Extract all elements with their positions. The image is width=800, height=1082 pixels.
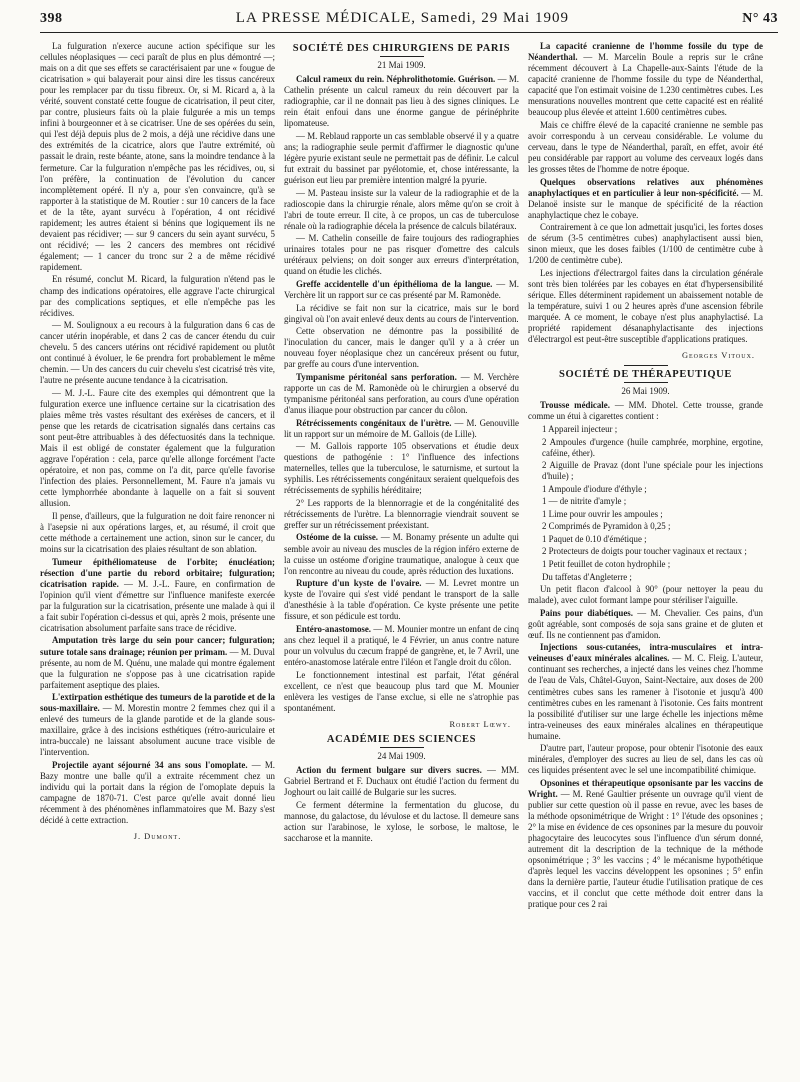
columns	[40, 41, 778, 1081]
section-rule	[380, 747, 424, 748]
article-paragraph	[528, 222, 763, 266]
article-text: — M. Duval présente, au nom de M. Quénu, une malade qui montre également que la fulguration ne s'oppose pas à une cicatrisation rapide parfaitement aseptique des plaies.	[40, 646, 275, 690]
article-text: Cette observation ne démontre pas la possibilité de l'inoculation du cancer, mais le danger qu'il y a à créer un nouveau foyer néoplasique chez un cancéreux présent ou futur, par greffe au cours d'une intervention.	[284, 326, 519, 370]
article-text: Contrairement à ce que lon admettait jusqu'ici, les fortes doses de sérum (3-5 centimètres cubes) anaphylactisent aussi bien, sinon mieux, que les doses faibles (1/100 de centimètre cube à 1/200 de centimètre cube).	[528, 222, 763, 266]
article-paragraph	[528, 743, 763, 776]
article-text: — M. Pasteau insiste sur la valeur de la radiographie et de la radioscopie dans la chirurgie rénale, alors même qu'on se croit à l'abri de toute erreur. Il cite, à ce propos, un cas de tuberculose rénale où la radiographie décela la présence de calculs bilatéraux.	[284, 187, 519, 231]
section-title-therapeutique: SOCIÉTÉ DE THÉRAPEUTIQUE	[559, 369, 732, 381]
article-paragraph: La fulguration n'exerce aucune action spécifique sur les cellules néoplasiques — ceci paraît de plus en plus démontré —; mais on a dit que ses effets se caractérisaient par une « fougue de cicatrisation » qui balayerait pour ainsi dire les tissus cancéreux pour les remplacer par du tissu fibreux. Or, si M. Ricard a, à la vérité, souvent constaté cette fougue de cicatrisation, il peut citer, par contre, plusieurs faits où la plaie fulgurée a mis un temps infini à bourgeonner et à se cicatriser. Une de ses opérées du sein, qui l'est déjà depuis plus de 2 mois, a déjà une récidive dans une des extrémités de la cicatrice, alors que l'autre extrémité, où passait le drain, reste béante, atone, sans la moindre tendance à la fermeture. Car la fulguration n'empêche pas les récidives, ou, si l'on préfère, la continuation de l'évolution du cancer incomplètement opéré. Il n'y a, pour s'en convaincre, qu'à se rapporter à la statistique de M. Routier : sur 10 cancers de la face et de la tête, ayant survécu à l'opération, 4 ont récidivé rapidement; les autres étaient si bénins que logiquement ils ne devaient pas récidiver; — sur 9 cancers du sein ayant survécu, 5 ont récidivé; — les 2 cancers des membres ont récidivé également; — 1 cancer du tronc sur 2 a de même récidivé rapidement.	[40, 41, 275, 272]
article-paragraph	[284, 532, 519, 576]
article-paragraph	[528, 608, 763, 641]
article-text: — M. Verchère rapporte un cas de M. Ramonède où le chirurgien a observé du tympanisme péritonéal sans perforation, au cours d'une opération d'anus iliaque pour obstruction par cancer du côlon.	[284, 371, 519, 415]
article-heading: Rupture d'un kyste de l'ovaire.	[296, 578, 422, 589]
article-paragraph	[40, 692, 275, 758]
article-text: — M. J.-L. Faure, en confirmation de l'opinion qu'il vient d'émettre sur l'influence manifeste exercée par la fulguration sur la cicatrisation, présente une malade à qui il a fait subir l'opération ci-dessus et qui, après 2 mois, présente une cicatrisation absolument parfaite sans trace de récidive.	[40, 578, 275, 633]
article-text: — M. C. Fleig. L'auteur, continuant ses recherches, a injecté dans les veines chez l'homme de l'eau de Vals, Châtel-Guyon, Saint-Nectaire, aux doses de 200 centimètres cubes sans les ramener à l'isotonie et jusqu'à 400 centimètres cubes en les ramenant à l'isotonie. Ces faits montrent la possibilité d'utiliser sur une large échelle les injections même intra-veineuses des eaux minérales alcalines en thérapeutique humaine.	[528, 653, 763, 741]
list-item: 2 Protecteurs de doigts pour toucher vaginaux et rectaux ;	[542, 546, 747, 557]
article-text: — M. Reblaud rapporte un cas semblable observé il y a quatre ans; la radiographie seule permit d'affirmer le diagnostic qu'une légère pyurie existant seule ne permettait pas de définir. Le calcul fut extrait du bassinet par pyélotomie, et, chose intéressante, la guérison eut lieu par première intention malgré la pyurie.	[284, 130, 519, 186]
article-paragraph	[528, 400, 763, 422]
list-item: 2 Ampoules d'urgence (huile camphrée, morphine, ergotine, caféine, éther).	[542, 436, 763, 458]
article-text: — M. Levret montre un kyste de l'ovaire qui s'est vidé pendant le transport de la salle d'anesthésie à la table d'opération. Ce kyste présente une petite fissure, et son pédicule est tordu.	[284, 578, 519, 622]
article-text: — M. Cathelin conseille de faire toujours des radiographies urinaires totales pour ne pas risquer d'omettre des calculs urétéraux pelviens; on doit songer aux erreurs d'interprétation, quand on étudie les clichés.	[284, 233, 519, 277]
article-text: — MM. Gabriel Bertrand et F. Duchaux ont étudié l'action du ferment du Joghourt ou lait caillé de Bulgarie sur les sucres.	[284, 764, 519, 797]
column-1	[40, 41, 275, 1081]
section-title-academie: ACADÉMIE DES SCIENCES	[326, 733, 477, 745]
article-text: Les injections d'électrargol faites dans la circulation générale sont très bien tolérées par les cobayes en état d'hypersensibilité sérique. Elles déterminent rapidement un abaissement notable de la température, suivi 1 ou 2 heures après d'une ascension fébrile marquée. A ce moment, le cobaye n'est plus anaphylactisé. La propriété rapidement désanaphylactisante des injections d'électrargol est peut-être susceptible d'applications pratiques.	[528, 267, 763, 345]
article-paragraph	[284, 418, 519, 440]
article-paragraph	[284, 578, 519, 622]
article-paragraph	[284, 800, 519, 844]
list-item: 1 Ampoule d'iodure d'éthyle ;	[542, 483, 647, 494]
list-item: 2 Aiguille de Pravaz (dont l'une spéciale pour les injections d'huile) ;	[542, 460, 763, 482]
article-text: La récidive se fait non sur la cicatrice, mais sur le bord gingival où l'on avait enlevé deux dents au cours de l'intervention.	[284, 302, 519, 324]
article-paragraph	[284, 74, 519, 129]
section-title-chirurgiens: SOCIÉTÉ DES CHIRURGIENS DE PARIS	[292, 43, 511, 54]
article-heading: Opsonines et thérapeutique opsonisante par les vaccins de Wright.	[528, 777, 763, 799]
article-paragraph: Un petit flacon d'alcool à 90° (pour nettoyer la peau du malade), avec culot formant lampe pour stériliser l'aiguille.	[528, 584, 763, 606]
article-heading: Tumeur épithéliomateuse de l'orbite; énucléation; résection d'une partie du rebord orbitaire; fulguration; cicatrisation rapide.	[40, 556, 275, 589]
article-heading: Action du ferment bulgare sur divers sucres.	[296, 764, 482, 775]
article-paragraph: En résumé, conclut M. Ricard, la fulguration n'étend pas le champ des indications opératoires, elle aggrave l'acte chirurgical par des complications septiques, et elle n'empêche pas les récidives.	[40, 274, 275, 318]
article-heading: Rétrécissements congénitaux de l'urètre.	[296, 417, 452, 428]
journal-title: LA PRESSE MÉDICALE, Samedi, 29 Mai 1909	[235, 10, 569, 26]
article-heading: Calcul rameux du rein. Néphrolithotomie. Guérison.	[296, 74, 496, 85]
article-paragraph	[528, 41, 763, 118]
article-paragraph	[284, 279, 519, 301]
article-heading: Injections sous-cutanées, intra-musculaires et intra-veineuses d'eaux minérales alcalines.	[528, 642, 763, 664]
article-paragraph	[284, 765, 519, 798]
article-paragraph	[40, 760, 275, 826]
column-2	[284, 41, 519, 1081]
article-paragraph	[284, 131, 519, 186]
article-paragraph	[284, 498, 519, 531]
article-text: — M. Mounier montre un enfant de cinq ans chez lequel il a pratiqué, le 4 Février, un anus contre nature pour un volvulus du cæcum frappé de gangrène, et, le 7 Avril, une entéro-anastomose latérale entre l'iléon et l'angle droit du côlon.	[284, 623, 519, 667]
article-paragraph	[528, 268, 763, 345]
list-item: 2 Comprimés de Pyramidon à 0,25 ;	[542, 521, 671, 532]
article-paragraph	[284, 326, 519, 370]
list-item: 1 Appareil injecteur ;	[542, 424, 618, 434]
article-paragraph	[284, 233, 519, 277]
article-heading: Entéro-anastomose.	[296, 623, 372, 634]
article-heading: Trousse médicale.	[540, 400, 610, 411]
article-heading: Amputation très large du sein pour cancer; fulguration; suture totale sans drainage; réunion per primam.	[40, 635, 275, 657]
list-item: 1 — de nitrite d'amyle ;	[542, 496, 627, 507]
article-text: Mais ce chiffre élevé de la capacité cranienne ne semble pas avoir correspondu à un cerveau considérable. Le volume du cerveau, dans le type de Néanderthal, paraît, en effet, avoir été peu considérable par rapport au volume des cerveaux logés dans les grosses têtes de l'homme de notre époque.	[528, 119, 763, 175]
article-paragraph	[528, 177, 763, 221]
article-heading: Pains pour diabétiques.	[540, 607, 633, 618]
article-heading: Greffe accidentelle d'un épithélioma de la langue.	[296, 278, 493, 289]
article-heading: Ostéome de la cuisse.	[296, 532, 378, 543]
page-header	[40, 10, 778, 33]
article-text: — M. Morestin montre 2 femmes chez qui il a enlevé des tumeurs de la glande parotide et de la glande sous-maxillaire, grâce à des incisions esthétiques (rétro-auriculaire et intra-buccale) ne laissant absolument aucune trace visible de l'intervention.	[40, 703, 275, 758]
section-rule	[624, 382, 668, 383]
list-item: 1 Paquet de 0.10 d'émétique ;	[542, 533, 647, 544]
section-date-academie: 24 Mai 1909.	[377, 750, 426, 761]
article-text: — M. René Gaultier présente un ouvrage qu'il vient de publier sur cette question où il passe en revue, avec les bases de la méthode opsonimétrique de Wright : 1° l'étude des opsonines ; 2° la mise en évidence de ces opsonines par la mesure du pouvoir phagocytaire des leucocytes sous l'influence d'un sérum donné, autrement dit la description de la technique de la méthode opsonimétrique ; 3° les vaccins ; 4° le mécanisme hypothétique d'après lequel les vaccins développent les opsonines ; 5° enfin dans la dernière partie, l'auteur étudie l'utilisation pratique de ces vaccins, et il conclut que cette méthode doit entrer dans la pratique pour ces 2 rai	[528, 788, 763, 910]
article-paragraph	[284, 303, 519, 325]
article-text: D'autre part, l'auteur propose, pour obtenir l'isotonie des eaux minérales, d'employer des sucres au lieu de sel, dans les cas où ces liquides présentent avec le sel une incompatibilité chimique.	[528, 743, 763, 776]
issue-number: N° 43	[742, 11, 778, 26]
article-text: — M. Bazy montre une balle qu'il a extraite récemment chez un individu qui la portait dans la région de l'omoplate depuis la campagne de 1870-71. C'est parce qu'elle avait donné lieu récemment à des phénomènes inflammatoires que M. Bazy s'est décidé à cette extraction.	[40, 760, 275, 826]
list-item: Du taffetas d'Angleterre ;	[542, 571, 632, 582]
article-paragraph: — M. Soulignoux a eu recours à la fulguration dans 6 cas de cancer utérin inopérable, et dans 2 cas de cancer étendu du cuir chevelu. 5 des cancers utérins ont récidivé rapidement ou plutôt ont continué à évoluer, le 6e prendra fort probablement le même chemin. — Un des cancers du cuir chevelu s'est cicatrisé très vite, l'autre ne présente aucune tendance à la cicatrisation.	[40, 320, 275, 386]
section-rule	[380, 56, 424, 57]
section-rule	[624, 365, 668, 366]
article-text: — M. Chevalier. Ces pains, d'un goût agréable, sont composés de soja sans graine et de gluten et œuf. Ils ne contiennent pas d'amidon.	[528, 607, 763, 640]
article-heading: Tympanisme péritonéal sans perforation.	[296, 371, 457, 382]
article-paragraph: — M. J.-L. Faure cite des exemples qui démontrent que la fulguration exerce une influence certaine sur la cicatrisation des plaies même très vastes résultant des exérèses de cancers, et il pense que les retards de cicatrisation signalés dans certains cas sont peut-être attribuables à des défectuosités dans la technique. Mais il est obligé de constater également que la fulguration aggrave l'opération : cela, parce qu'elle allonge forcément l'acte opératoire, et non pas, comme on l'a dit, parce qu'elle favorise l'infection des plaies. Personnellement, M. Faure n'a jamais vu cette lymphorrhée abondante à laquelle on a fait si souvent allusion.	[40, 387, 275, 509]
article-heading: L'extirpation esthétique des tumeurs de la parotide et de la sous-maxillaire.	[40, 692, 275, 714]
article-text: — MM. Dhotel. Cette trousse, grande comme un étui à cigarettes contient :	[528, 400, 763, 422]
article-text: — M. Verchère lit un rapport sur ce cas présenté par M. Ramonède.	[284, 278, 519, 300]
article-paragraph	[284, 188, 519, 232]
signature-vitoux: Georges Vitoux.	[681, 351, 755, 361]
list-item: 1 Lime pour ouvrir les ampoules ;	[542, 508, 663, 519]
article-text: Le fonctionnement intestinal est parfait, l'état général excellent, ce n'est que beaucoup plus tard que M. Mounier enlèvera les vestiges de l'anse exclue, si elle ne s'atrophie pas spontanément.	[284, 669, 519, 713]
article-text: — M. Gallois rapporte 105 observations et étudie deux questions de pathogénie : 1° l'influence des infections maternelles, telles que la tuberculose, le saturnisme, et surtout la syphilis. Les rétrécissements congénitaux seraient quelquefois des rétrécissements de syphilis héréditaire;	[284, 441, 519, 496]
article-paragraph	[40, 635, 275, 690]
article-text: 2° Les rapports de la blennorragie et de la congénitalité des rétrécissements de l'urètre. La blennorragie viendrait souvent se greffer sur un rétrécissement préexistant.	[284, 497, 519, 530]
section-date-therapeutique: 26 Mai 1909.	[621, 386, 670, 397]
article-paragraph	[528, 120, 763, 175]
signature-dumont: J. Dumont.	[133, 832, 182, 842]
list-item: 1 Petit feuillet de coton hydrophile ;	[542, 559, 671, 570]
article-paragraph	[40, 557, 275, 634]
article-text: — M. Delanoë insiste sur le manque de spécificité de la réaction anaphylactique chez le cobaye.	[528, 187, 763, 220]
article-text: — M. Cathelin présente un calcul rameux du rein découvert par la radiographie, car il ne donnait pas lieu à des signes cliniques. Le rein était enfoui dans une énorme gangue de périnéphrite lipomateuse.	[284, 74, 519, 129]
signature-loewy: Robert Lœwy.	[449, 719, 511, 729]
column-3	[528, 41, 763, 1081]
article-paragraph	[528, 642, 763, 741]
article-text: — M. Genouville lit un rapport sur un mémoire de M. Gallois (de Lille).	[284, 417, 519, 439]
article-text: Ce ferment détermine la fermentation du glucose, du mannose, du galactose, du lévulose et du lactose. Il demeure sans action sur l'arabinose, le xylose, le sorbose, le maltose, le saccharose et la mannite.	[284, 799, 519, 843]
article-heading: La capacité cranienne de l'homme fossile du type de Néanderthal.	[528, 41, 763, 63]
article-paragraph	[284, 624, 519, 668]
page-number: 398	[40, 11, 63, 26]
article-text: — M. Bonamy présente un adulte qui semble avoir au niveau des muscles de la région inféro externe de la cuisse un ostéome d'origine traumatique, analogue à ceux que l'on rencontre au niveau du coude, après réduction des luxations.	[284, 532, 519, 576]
article-heading: Quelques observations relatives aux phénomènes anaphylactiques et en particulier à leur non-spécificité.	[528, 176, 763, 198]
section-date-chirurgiens: 21 Mai 1909.	[377, 60, 426, 71]
article-paragraph	[528, 778, 763, 911]
article-paragraph	[284, 372, 519, 416]
article-text: — M. Marcelin Boule a repris sur le crâne récemment découvert à La Chapelle-aux-Saints l'étude de la capacité cranienne de l'homme fossile du type de Néanderthal, capacité que l'on estimait voisine de 1.230 centimètres cubes. Les mensurations nouvelles montrent que cette capacité est en réalité beaucoup plus élevée et atteint 1.600 centimètres cubes.	[528, 52, 763, 118]
article-paragraph	[284, 441, 519, 496]
article-heading: Projectile ayant séjourné 34 ans sous l'omoplate.	[52, 760, 248, 770]
article-paragraph: Il pense, d'ailleurs, que la fulguration ne doit faire renoncer ni à l'asepsie ni aux opérations larges, et, au résumé, il croit que cette méthode a certainement une action, sinon sur le cancer, du moins sur la cicatrisation des plaies résultant de son ablation.	[40, 510, 275, 555]
article-paragraph	[284, 670, 519, 714]
